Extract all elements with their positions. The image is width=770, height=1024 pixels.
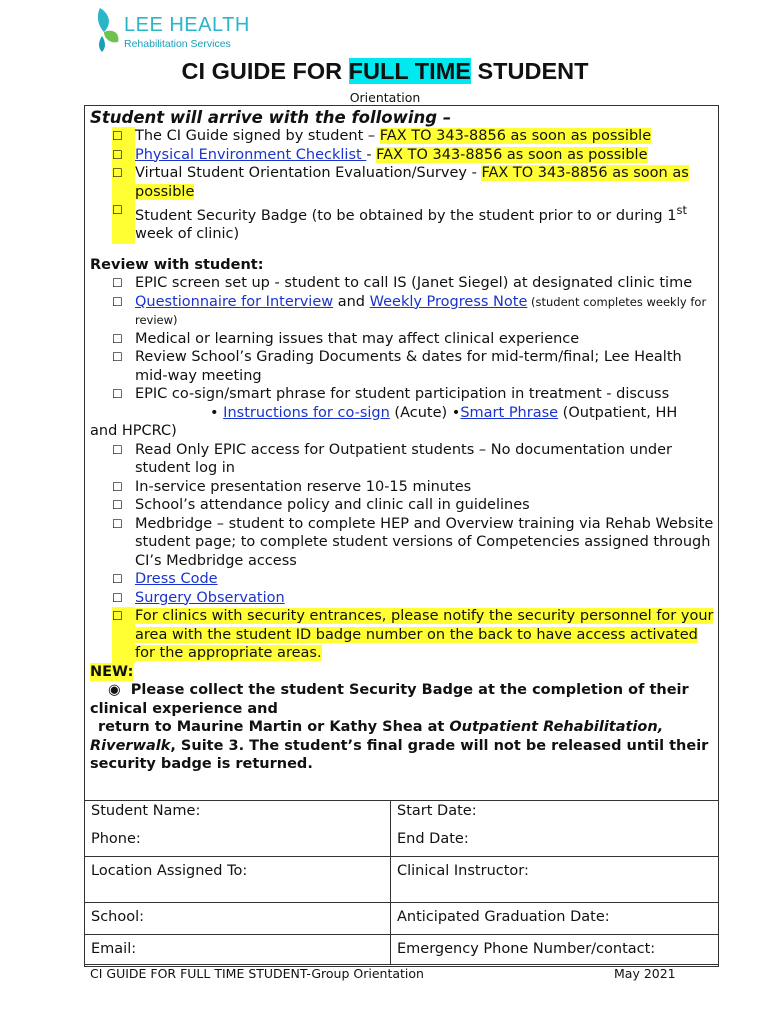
- logo-leaf-icon: [96, 6, 122, 54]
- footer-title: CI GUIDE FOR FULL TIME STUDENT-Group Orientation: [90, 966, 424, 981]
- list-item: ☐ Read Only EPIC access for Outpatient students – No documentation under student log in: [112, 441, 672, 477]
- review-list: [112, 274, 715, 404]
- cosign-wrap-line: and HPCRC): [90, 423, 177, 440]
- instructions-cosign-link[interactable]: Instructions for co-sign: [223, 404, 390, 421]
- badge-return-note-2: return to Maurine Martin or Kathy Shea at Outpatient Rehabilitation, Riverwalk, Suite 3. The student’s final grade will not be released until their security badge is returned.: [90, 719, 709, 773]
- checkbox-icon[interactable]: ☐: [112, 350, 123, 365]
- list-item: ☐ For clinics with security entrances, please notify the security personnel for your area with the student ID badge number on the back to have access activated for the appropriate areas.: [112, 608, 714, 662]
- table-row: [85, 801, 719, 857]
- lee-health-logo: [96, 6, 266, 54]
- emergency-cell[interactable]: [391, 935, 719, 965]
- dates-cell[interactable]: [391, 801, 719, 857]
- table-row: [85, 857, 719, 903]
- emergency-label: Emergency Phone Number/contact:: [397, 941, 656, 957]
- checkbox-icon[interactable]: ☐: [112, 479, 123, 494]
- list-item: ☐ School’s attendance policy and clinic call in guidelines: [112, 497, 530, 514]
- email-label: Email:: [91, 941, 137, 957]
- list-item: ☐ Physical Environment Checklist - FAX TO 343-8856 as soon as possible: [112, 146, 648, 163]
- page-title: CI GUIDE FOR FULL TIME STUDENT: [181, 58, 589, 84]
- checkbox-icon[interactable]: ☐: [112, 387, 123, 402]
- list-item: ☐ In-service presentation reserve 10-15 minutes: [112, 478, 472, 495]
- list-item: ☐ Review School’s Grading Documents & dates for mid-term/final; Lee Health mid-way meeting: [112, 349, 682, 384]
- guide-content: [90, 108, 715, 774]
- weekly-progress-note-link[interactable]: Weekly Progress Note: [369, 293, 528, 310]
- list-item: ☐ The CI Guide signed by student – FAX TO 343-8856 as soon as possible: [112, 128, 652, 144]
- badge-return-note: ◉ Please collect the student Security Badge at the completion of their clinical experience and: [90, 682, 689, 717]
- checkbox-icon[interactable]: ☐: [112, 572, 123, 587]
- footer-date: May 2021: [614, 966, 676, 981]
- instructor-cell[interactable]: [391, 857, 719, 903]
- list-item: [112, 589, 715, 608]
- checkbox-icon[interactable]: ☐: [112, 276, 123, 291]
- surgery-observation-link[interactable]: Surgery Observation: [135, 589, 285, 606]
- logo-name: LEE HEALTH: [124, 14, 250, 36]
- checkbox-icon[interactable]: ☐: [112, 294, 123, 309]
- list-item: ☐ Student Security Badge (to be obtained by the student prior to or during 1st week of clinic): [112, 203, 687, 243]
- email-cell[interactable]: [85, 935, 391, 965]
- checkbox-icon[interactable]: ☐: [112, 498, 123, 513]
- school-cell[interactable]: [85, 903, 391, 935]
- list-item: ☐ Questionnaire for Interview and Weekly Progress Note (student completes weekly for review): [112, 293, 715, 330]
- checkbox-icon[interactable]: ☐: [112, 442, 123, 457]
- review-list-continued: [112, 441, 715, 663]
- start-date-label: Start Date:: [397, 803, 477, 819]
- location-cell[interactable]: [85, 857, 391, 903]
- list-item: [112, 570, 715, 589]
- checkbox-icon[interactable]: ☐: [112, 331, 123, 346]
- checkbox-icon[interactable]: ☐: [112, 590, 123, 605]
- graduation-cell[interactable]: [391, 903, 719, 935]
- title-highlight: FULL TIME: [348, 58, 471, 84]
- radio-bullet-icon: ◉: [108, 682, 121, 699]
- checkbox-icon[interactable]: ☐: [112, 146, 135, 165]
- phone-label: Phone:: [91, 831, 141, 847]
- graduation-label: Anticipated Graduation Date:: [397, 909, 610, 925]
- clinical-instructor-label: Clinical Instructor:: [397, 863, 529, 879]
- checkbox-icon[interactable]: ☐: [112, 607, 135, 663]
- location-label: Location Assigned To:: [91, 863, 248, 879]
- checkbox-icon[interactable]: ☐: [112, 201, 135, 244]
- logo-subtitle: Rehabilitation Services: [124, 38, 231, 50]
- list-item: ☐ Medbridge – student to complete HEP and Overview training via Rehab Website student page; to complete student versions of Competencies assigned through CI’s Medbridge access: [112, 515, 714, 569]
- school-label: School:: [91, 909, 145, 925]
- name-phone-cell[interactable]: [85, 801, 391, 857]
- checkbox-icon[interactable]: ☐: [112, 516, 123, 531]
- list-item: ☐ EPIC co-sign/smart phrase for student participation in treatment - discuss: [112, 386, 670, 403]
- review-heading: Review with student:: [90, 256, 264, 273]
- questionnaire-link[interactable]: Questionnaire for Interview: [135, 293, 334, 310]
- smart-phrase-link[interactable]: Smart Phrase: [460, 404, 559, 421]
- end-date-label: End Date:: [397, 831, 469, 847]
- dress-code-link[interactable]: Dress Code: [135, 571, 218, 588]
- new-label: NEW:: [90, 663, 134, 680]
- student-name-label: Student Name:: [91, 803, 201, 819]
- checkbox-icon[interactable]: ☐: [112, 164, 135, 201]
- checkbox-icon[interactable]: ☐: [112, 127, 135, 146]
- arrive-heading: Student will arrive with the following –: [90, 108, 452, 127]
- student-info-table: [84, 800, 719, 965]
- page-subtitle: Orientation: [349, 90, 421, 105]
- table-row: [85, 935, 719, 965]
- cosign-links-line: • Instructions for co-sign (Acute) •Smart Phrase (Outpatient, HH: [210, 404, 678, 421]
- list-item: ☐ EPIC screen set up - student to call IS (Janet Siegel) at designated clinic time: [112, 275, 693, 292]
- table-row: [85, 903, 719, 935]
- list-item: ☐ Virtual Student Orientation Evaluation/Survey - FAX TO 343-8856 as soon as possible: [112, 165, 689, 200]
- list-item: ☐ Medical or learning issues that may affect clinical experience: [112, 330, 580, 347]
- arrive-list: [112, 127, 715, 244]
- physical-environment-checklist-link[interactable]: Physical Environment Checklist: [135, 146, 367, 163]
